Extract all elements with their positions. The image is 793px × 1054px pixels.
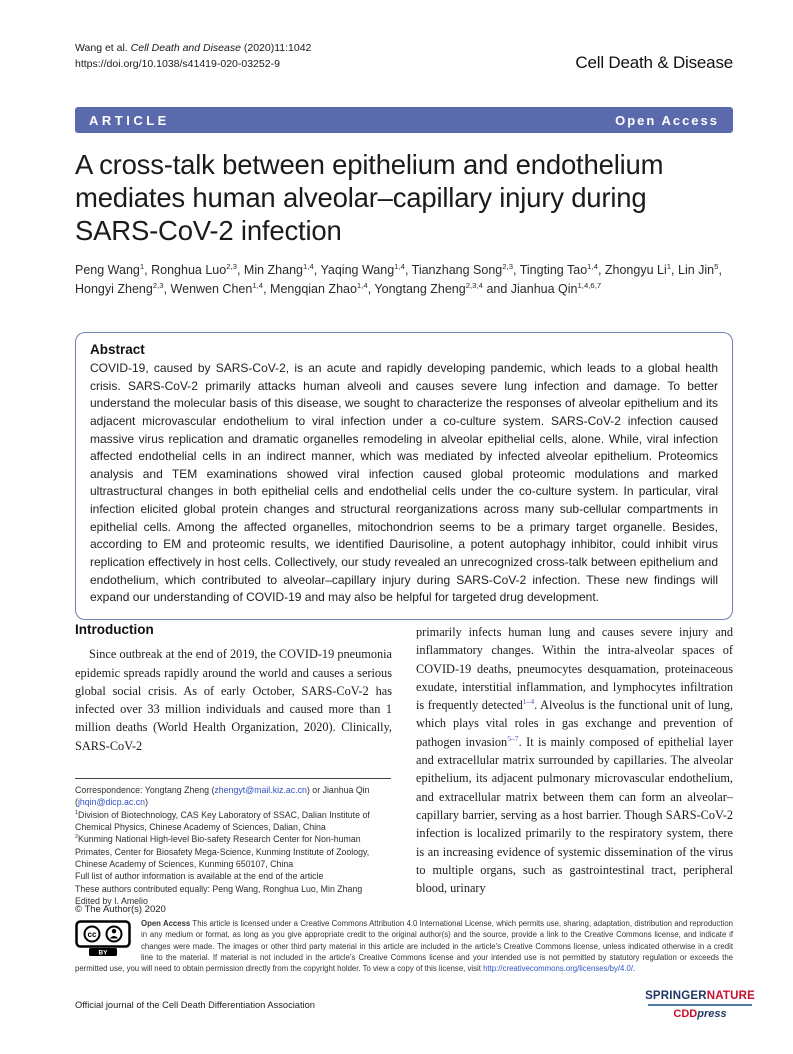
page-footer: [75, 990, 755, 1020]
citation-block: [75, 40, 311, 73]
affiliation-1: $^1$Division of Biotechnology, CAS Key Laboratory of SSAC, Dalian Institute of Chemical Physics, Chinese Academy of Sciences, Dalian, China: [75, 809, 370, 832]
journal-name: Cell Death & Disease: [575, 52, 733, 72]
logo-divider: [648, 1004, 752, 1006]
cddpress-logo: CDDpress: [673, 1007, 727, 1020]
abstract-text: COVID-19, caused by SARS-CoV-2, is an acute and rapidly developing pandemic, which leads to a global health crisis. SARS-CoV-2 primarily attacks human alveoli and causes severe lung infection and damage. To better understand the molecular basis of this disease, we sought to characterize the responses of alveolar epithelium and its adjacent microvascular endothelium to viral infection under a co-culture system. SARS-CoV-2 infection caused massive virus replication and dramatic organelles remodeling in alveolar epithelial cells, alone. While, viral infection affected endothelial cells in an indirect manner, which was mediated by infected alveolar epithelium. Proteomics analysis and TEM examinations showed viral infection caused global proteomic modulations and marked ultrastructural changes in both epithelial cells and endothelial cells under the co-culture system. In particular, viral infection elicited global protein changes and structural reorganizations across many sub-cellular compartments in epithelial cells. Among the affected organelles, mitochondrion seems to be a primary target organelle. Besides, according to EM and proteomic results, we identified Daurisoline, a potent autophagy inhibitor, could inhibit virus replication effectively in host cells. Collectively, our study revealed an unrecognized cross-talk between epithelium and endothelium, which contributed to alveolar–capillary injury during SARS-CoV-2 infection. These new findings will expand our understanding of COVID-19 and may also be helpful for targeted drug development.: [90, 361, 718, 605]
doi-line: https://doi.org/10.1038/s41419-020-03252-9: [75, 58, 280, 71]
copyright-notice: © The Author(s) 2020: [75, 904, 166, 915]
article-banner: [75, 107, 733, 133]
affiliation-2: $^2$Kunming National High-level Bio-safety Research Center for Non-human Primates, Center for Biosafety Mega-Science, Kunming Institute of Zoology, Chinese Academy of Sciences, Kunming 650107, China: [75, 834, 370, 869]
open-access-label: Open Access: [615, 112, 719, 128]
intro-paragraph-right: primarily infects human lung and causes severe injury and inflammatory changes. Within the intra-alveolar spaces of COVID-19 deaths, pneumocytes desquamation, proteinaceous exudate, interstitial inflammation, and lymphocytes infiltration is frequently detected$^{1-4}$. Alveolus is the functional unit of lung, which plays vital roles in gas exchange and prevention of pathogen invasion$^{5-7}$. It is mainly composed of epithelial layer and extracellular matrix surrounded by capillaries. The alveolar epithelium, its adjacent pulmonary microvascular endothelium, and extracellular matrix between them can form an alveolar–capillary barrier, serving as a host barrier. Though SARS-CoV-2 infection is localized primarily to the respiratory system, there is an increasing evidence of systemic dissemination of the virus to multiple organs, such as gastrointestinal tract, peripheral blood, urinary: [416, 625, 733, 896]
authors-line: Peng Wang$^1$, Ronghua Luo$^{2,3}$, Min Zhang$^{1,4}$, Yaqing Wang$^{1,4}$, Tianzhang Song$^{2,3}$, Tingting Tao$^{1,4}$, Zhongyu Li$^1$, Lin Jin$^5$, Hongyi Zheng$^{2,3}$, Wenwen Chen$^{1,4}$, Mengqian Zhao$^{1,4}$, Yongtang Zheng$^{2,3,4}$ and Jianhua Qin$^{1,4,6,7}$: [75, 261, 722, 297]
license-text: Open Access This article is licensed under a Creative Commons Attribution 4.0 International License, which permits use, sharing, adaptation, distribution and reproduction in any medium or format, as long as you give appropriate credit to the original author(s) and the source, provide a link to the Creative Commons license, and indicate if changes were made. The images or other third party material in this article are included in the article's Creative Commons license, unless indicated otherwise in a credit line to the material. If material is not included in the article's Creative Commons license and your intended use is not permitted by statutory regulation or exceeds the permitted use, you will need to obtain permission directly from the copyright holder. To view a copy of this license, visit http://creativecommons.org/licenses/by/4.0/.: [75, 919, 733, 974]
footer-official-text: Official journal of the Cell Death Differentiation Association: [75, 1000, 315, 1010]
citation-line: Wang et al. Cell Death and Disease (2020)11:1042: [75, 42, 312, 54]
edited-by-note: Edited by I. Amelio: [75, 895, 148, 906]
abstract-heading: Abstract: [90, 342, 145, 357]
article-type-label: ARTICLE: [89, 112, 170, 128]
introduction-heading: Introduction: [75, 622, 154, 637]
inline-link[interactable]: zhengyt@mail.kiz.ac.cn: [214, 785, 307, 795]
author-info-note: Full list of author information is available at the end of the article: [75, 871, 324, 882]
article-title: A cross-talk between epithelium and endothelium mediates human alveolar–capillary injury during SARS-CoV-2 infection: [75, 149, 664, 246]
svg-text:BY: BY: [98, 949, 108, 956]
springer-nature-wordmark: SPRINGERNATURE: [645, 990, 755, 1002]
equal-contribution-note: These authors contributed equally: Peng Wang, Ronghua Luo, Min Zhang: [75, 883, 363, 894]
correspondence-note: Correspondence: Yongtang Zheng (zhengyt@mail.kiz.ac.cn) or Jianhua Qin (jhqin@dicp.ac.cn): [75, 785, 370, 808]
intro-paragraph-left: Since outbreak at the end of 2019, the COVID-19 pneumonia epidemic spreads rapidly around the world and causes a serious global social crisis. As of early October, SARS-CoV-2 has infected over 33 million individuals and caused more than 1 million deaths (World Health Organization, 2020). Clinically, SARS-CoV-2: [75, 647, 392, 753]
abstract-section: [75, 332, 733, 620]
cc-by-badge-icon: [75, 920, 131, 956]
footnotes-block: [75, 778, 391, 907]
inline-link[interactable]: jhqin@dicp.ac.cn: [77, 797, 146, 808]
svg-text:cc: cc: [87, 930, 97, 939]
right-column: [416, 621, 733, 897]
inline-link[interactable]: http://creativecommons.org/licenses/by/4.0/: [483, 964, 634, 974]
springer-nature-logo: [645, 990, 755, 1020]
page-header: [75, 40, 733, 73]
license-block: [75, 918, 733, 974]
